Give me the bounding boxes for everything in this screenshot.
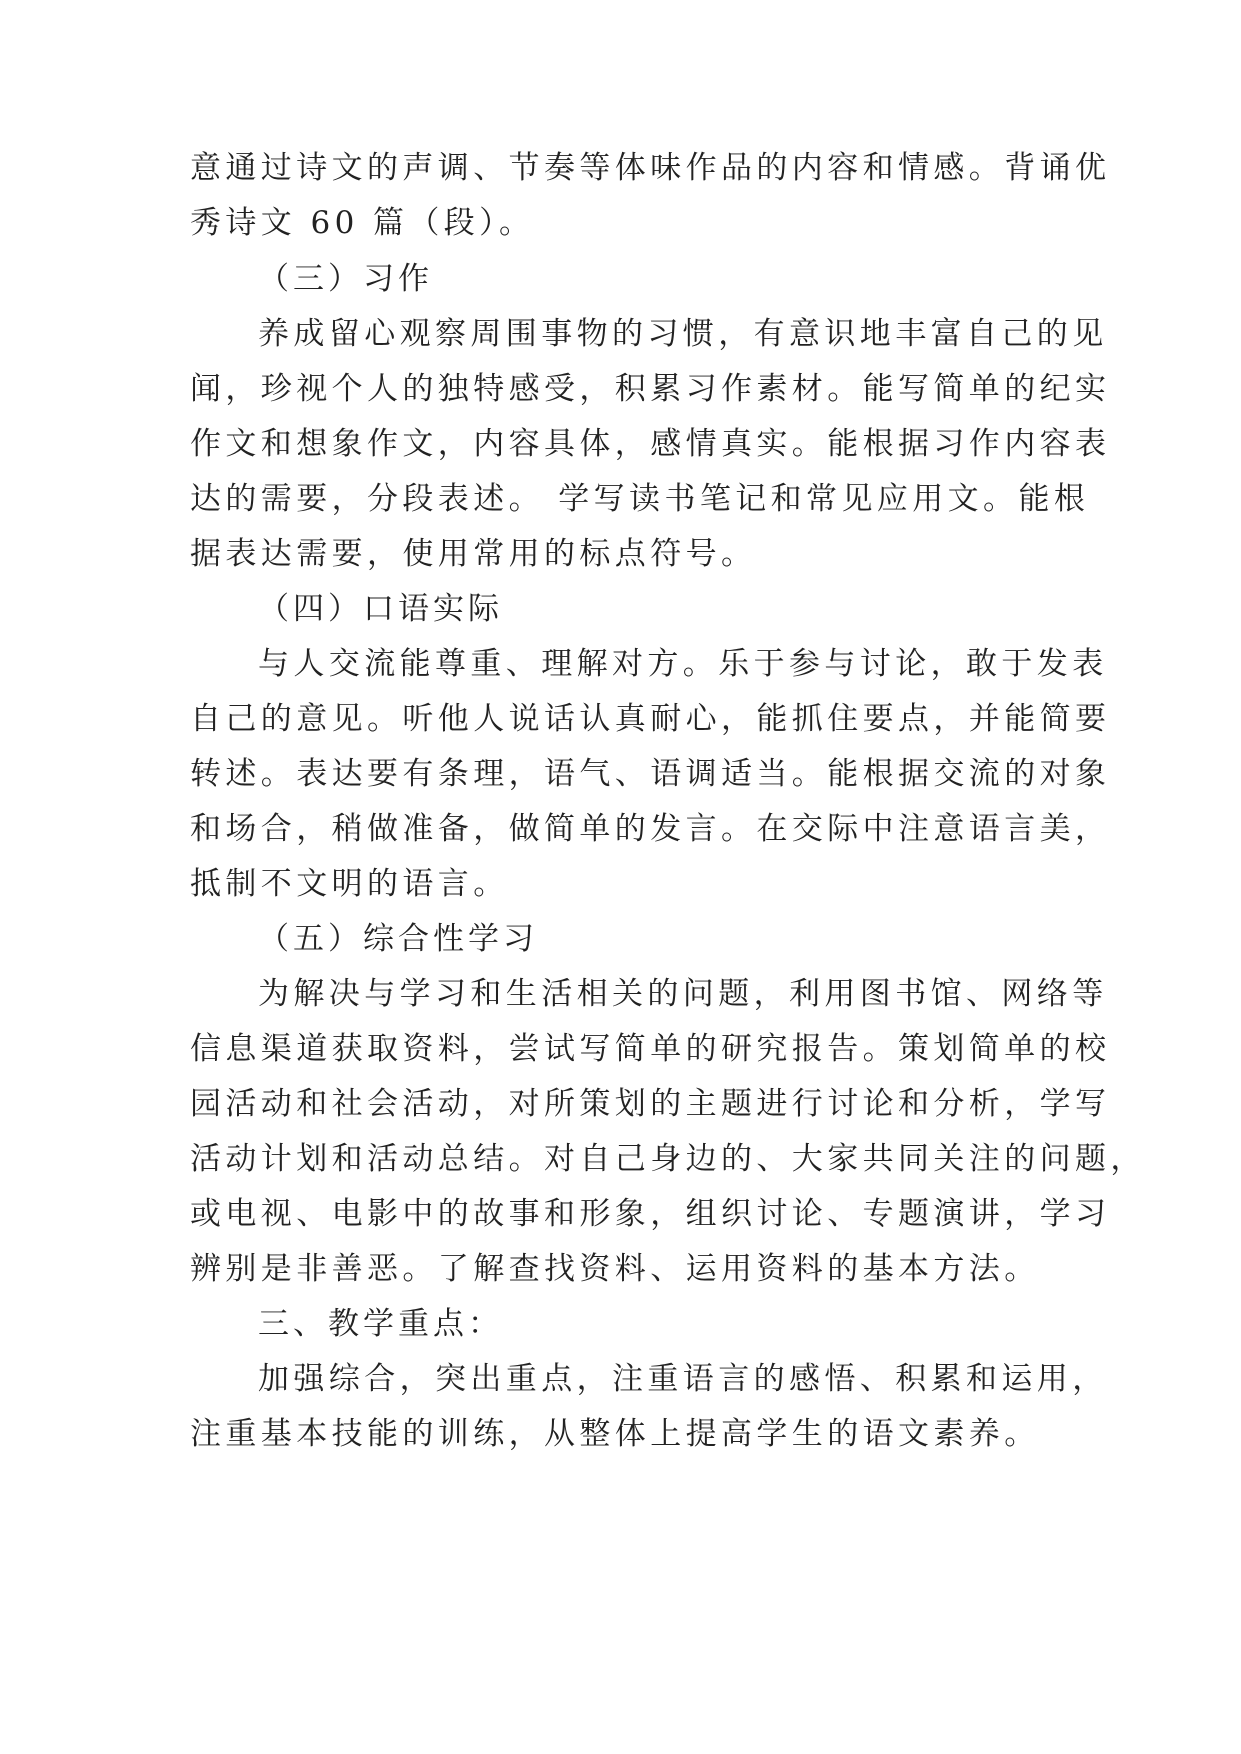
text-line-11: 自己的意见。听他人说话认真耐心，能抓住要点，并能简要 (190, 701, 1111, 737)
text-line-19: 活动计划和活动总结。对自己身边的、大家共同关注的问题， (190, 1141, 1146, 1177)
text-line-16: 为解决与学习和生活相关的问题，利用图书馆、网络等 (258, 976, 1108, 1012)
text-line-7: 达的需要，分段表述。 学写读书笔记和常见应用文。能根 (190, 481, 1090, 517)
text-line-18: 园活动和社会活动，对所策划的主题进行讨论和分析，学写 (190, 1086, 1111, 1122)
text-line-4: 养成留心观察周围事物的习惯，有意识地丰富自己的见 (258, 316, 1108, 352)
section-heading-teaching-focus: 三、教学重点： (258, 1306, 503, 1342)
section-heading-comprehensive: （五）综合性学习 (258, 921, 538, 957)
text-line-20: 或电视、电影中的故事和形象，组织讨论、专题演讲，学习 (190, 1196, 1111, 1232)
text-line-6: 作文和想象作文，内容具体，感情真实。能根据习作内容表 (190, 426, 1111, 462)
text-line-21: 辨别是非善恶。了解查找资料、运用资料的基本方法。 (190, 1251, 1040, 1287)
text-line-1: 意通过诗文的声调、节奏等体味作品的内容和情感。背诵优 (190, 150, 1111, 186)
text-line-8: 据表达需要，使用常用的标点符号。 (190, 536, 757, 572)
text-line-14: 抵制不文明的语言。 (190, 866, 509, 902)
text-line-24: 注重基本技能的训练，从整体上提高学生的语文素养。 (190, 1416, 1040, 1452)
text-line-23: 加强综合，突出重点，注重语言的感悟、积累和运用， (258, 1361, 1108, 1397)
section-heading-writing: （三）习作 (258, 261, 433, 297)
section-heading-oral: （四）口语实际 (258, 591, 503, 627)
text-line-2: 秀诗文 60 篇（段）。 (190, 205, 535, 241)
text-line-10: 与人交流能尊重、理解对方。乐于参与讨论，敢于发表 (258, 646, 1108, 682)
text-line-13: 和场合，稍做准备，做简单的发言。在交际中注意语言美， (190, 811, 1111, 847)
text-line-5: 闻，珍视个人的独特感受，积累习作素材。能写简单的纪实 (190, 371, 1111, 407)
text-line-12: 转述。表达要有条理，语气、语调适当。能根据交流的对象 (190, 756, 1111, 792)
text-line-17: 信息渠道获取资料，尝试写简单的研究报告。策划简单的校 (190, 1031, 1111, 1067)
